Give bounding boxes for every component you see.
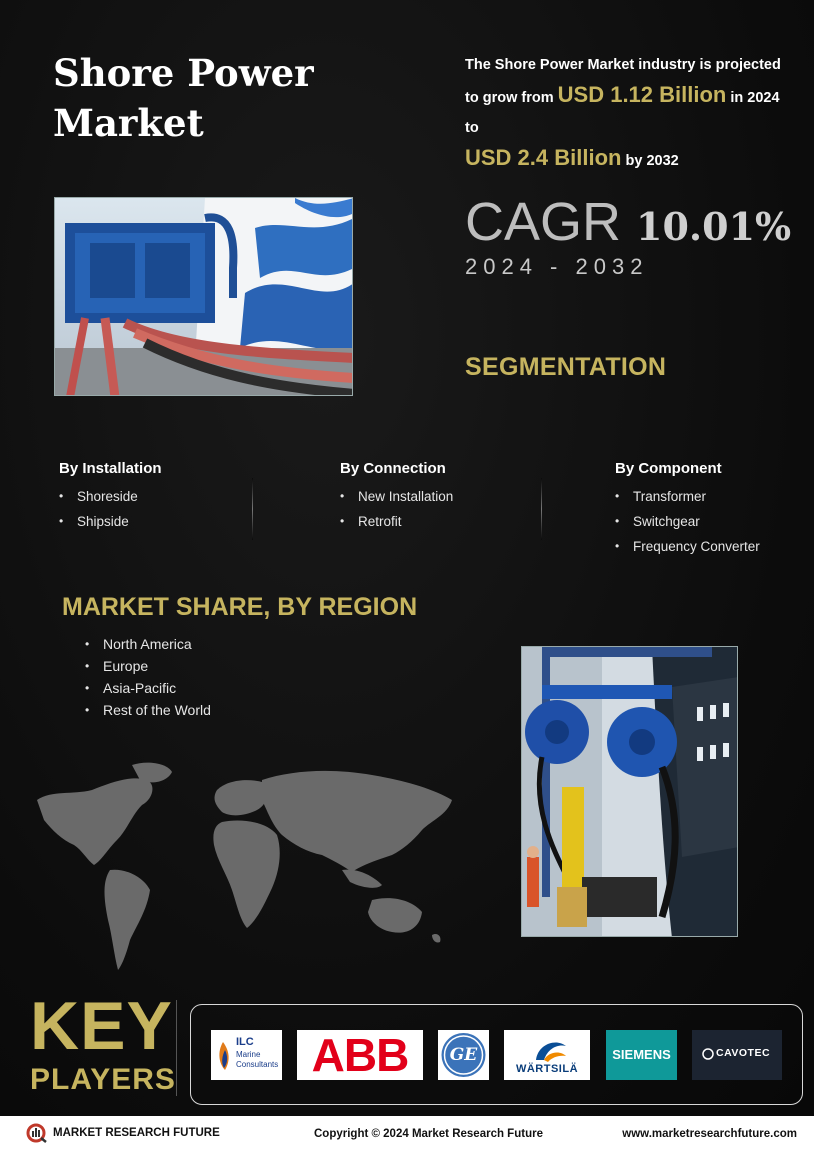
region-item: • North America (85, 633, 211, 655)
segment-item: • Transformer (615, 484, 814, 509)
segment-heading: By Component (615, 460, 722, 477)
logo-siemens-text: SIEMENS (612, 1047, 671, 1062)
continent-australia (368, 898, 422, 933)
logo-cavotec-text: CAVOTEC (716, 1047, 771, 1059)
projection-value-2032: USD 2.4 Billion (465, 145, 622, 170)
cagr-value: 10.01% (636, 204, 792, 249)
segmentation-title: SEGMENTATION (465, 353, 667, 381)
key-players-line-1: KEY (30, 988, 173, 1064)
logo-cavotec (692, 1030, 782, 1080)
continent-north-america (37, 778, 152, 865)
cagr-block (465, 190, 805, 259)
continent-asia (262, 771, 452, 872)
key-players-heading (30, 988, 176, 1098)
title-line-1: Shore Power (53, 51, 314, 95)
segment-item: • New Installation (340, 484, 560, 509)
key-players-line-2: PLAYERS (30, 1063, 176, 1096)
segment-item: • Retrofit (340, 509, 560, 534)
market-projection-text (465, 50, 795, 176)
region-title: MARKET SHARE, BY REGION (62, 593, 418, 621)
mrf-logo-icon (26, 1123, 48, 1143)
column-divider (252, 478, 253, 540)
logo-abb-text: ABB (311, 1030, 409, 1080)
logo-ilc-text: ILC (236, 1036, 254, 1048)
continent-europe (215, 780, 268, 815)
logo-ilc-subtext-2: Consultants (236, 1060, 279, 1069)
footer (0, 1116, 814, 1150)
projection-part-3: by 2032 (625, 153, 679, 169)
projection-part-1: The Shore Power Market industry is projected to grow from (465, 57, 781, 106)
footer-brand: MARKET RESEARCH FUTURE (53, 1127, 220, 1139)
segment-connection (340, 460, 560, 534)
logo-abb (297, 1030, 423, 1080)
segment-item: • Frequency Converter (615, 534, 814, 559)
ship-cable-reel-photo (521, 646, 738, 937)
footer-website-link[interactable]: www.marketresearchfuture.com (622, 1128, 797, 1140)
segment-item: • Shoreside (59, 484, 279, 509)
segment-heading: By Installation (59, 460, 162, 477)
projection-value-2024: USD 1.12 Billion (557, 82, 727, 107)
segment-item: • Shipside (59, 509, 279, 534)
logo-siemens (606, 1030, 677, 1080)
region-item: • Rest of the World (85, 699, 211, 721)
continent-africa (213, 821, 279, 928)
region-list (85, 633, 211, 721)
column-divider (541, 478, 542, 540)
segment-item: • Switchgear (615, 509, 814, 534)
cagr-label: CAGR (465, 192, 622, 252)
key-players-divider (176, 1000, 177, 1096)
logo-ilc-subtext-1: Marine (236, 1050, 261, 1059)
logo-ilc (211, 1030, 282, 1080)
logo-ge (438, 1030, 489, 1080)
segment-component (615, 460, 814, 559)
logo-ge-text: GE (449, 1045, 478, 1065)
logo-wartsila-text: WÄRTSILÄ (515, 1063, 579, 1075)
continent-new-zealand (432, 934, 440, 943)
continent-southeast-asia (342, 870, 382, 888)
projection-part-2: in 2024 to (465, 90, 780, 136)
region-item: • Asia-Pacific (85, 677, 211, 699)
world-map (32, 760, 457, 975)
page-title (53, 48, 353, 148)
shore-power-equipment-photo (54, 197, 353, 396)
region-item: • Europe (85, 655, 211, 677)
logo-wartsila (504, 1030, 590, 1080)
continent-south-america (105, 870, 151, 970)
segment-installation (59, 460, 279, 534)
title-line-2: Market (53, 101, 204, 145)
footer-copyright: Copyright © 2024 Market Research Future (314, 1128, 543, 1140)
cagr-years: 2024 - 2032 (465, 254, 649, 279)
segment-heading: By Connection (340, 460, 446, 477)
